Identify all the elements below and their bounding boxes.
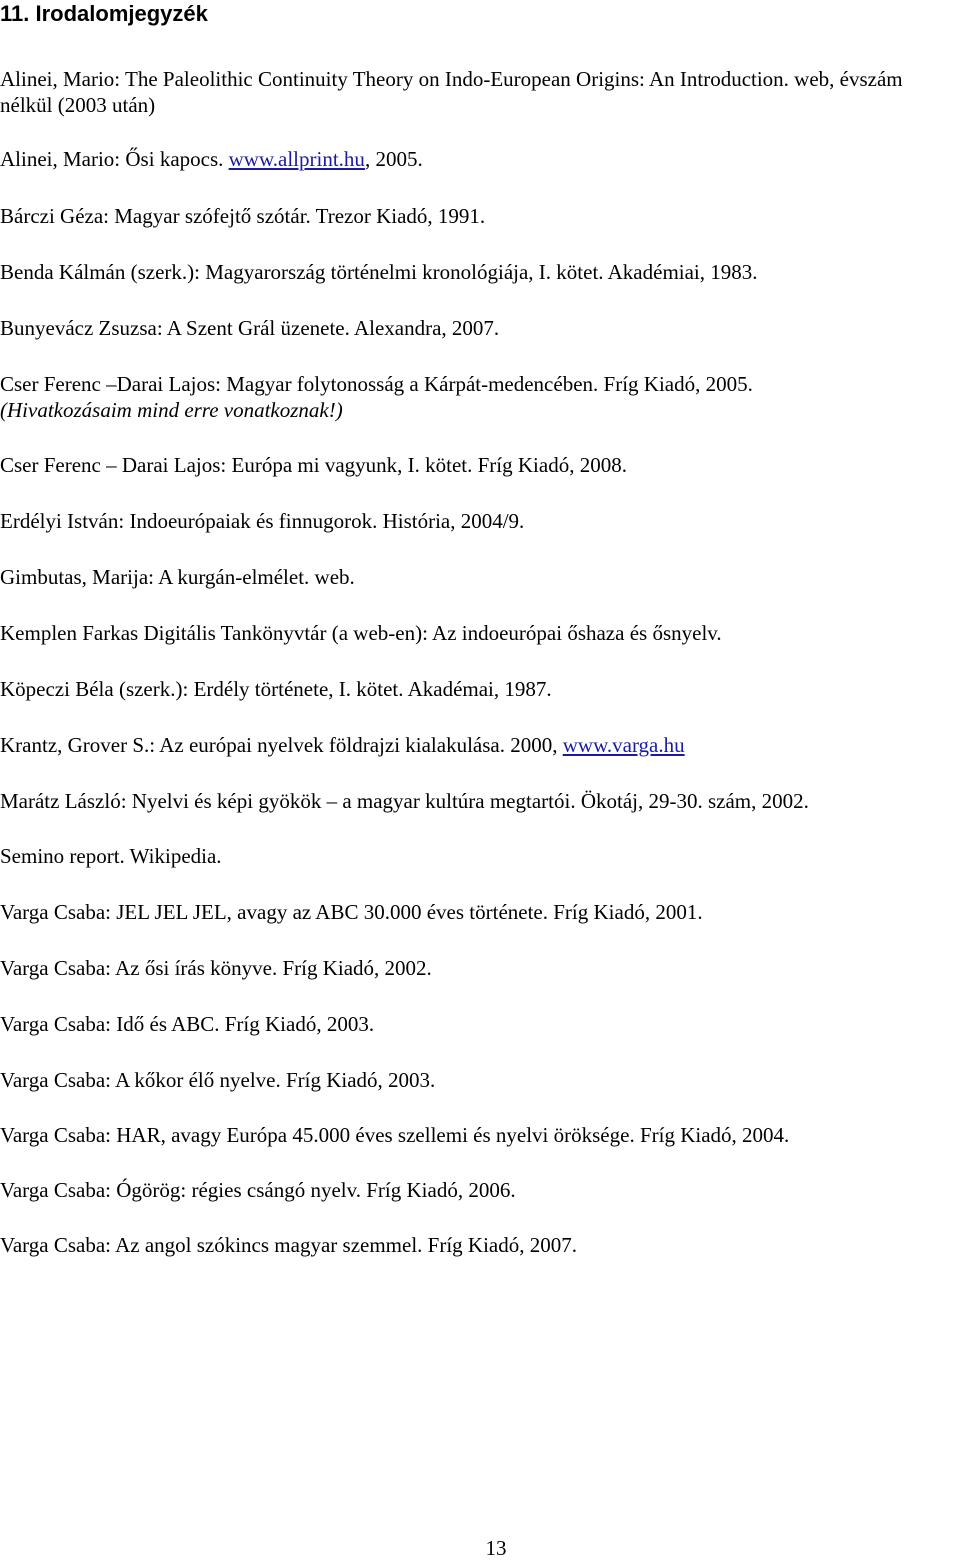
entry-text: , 2005. xyxy=(364,147,423,171)
bibliography-entry: Bárczi Géza: Magyar szófejtő szótár. Trezor Kiadó, 1991. xyxy=(0,204,486,228)
bibliography-entry: Kemplen Farkas Digitális Tankönyvtár (a web-en): Az indoeurópai őshaza és ősnyelv. xyxy=(0,621,722,645)
bibliography-entry: Varga Csaba: HAR, avagy Európa 45.000 éves szellemi és nyelvi öröksége. Fríg Kiadó, 2004. xyxy=(0,1123,790,1147)
bibliography-entry xyxy=(0,732,685,758)
bibliography-entry: Marátz László: Nyelvi és képi gyökök – a magyar kultúra megtartói. Ökotáj, 29-30. szám, 2002. xyxy=(0,789,809,813)
bibliography-heading: 11. Irodalomjegyzék xyxy=(0,1,208,26)
bibliography-entry: Semino report. Wikipedia. xyxy=(0,844,222,868)
varga-link[interactable]: www.varga.hu xyxy=(562,733,685,757)
bibliography-entry xyxy=(0,371,753,423)
entry-text: Alinei, Mario: Ősi kapocs. xyxy=(0,147,229,171)
bibliography-entry: Varga Csaba: JEL JEL JEL, avagy az ABC 30.000 éves története. Fríg Kiadó, 2001. xyxy=(0,900,703,924)
bibliography-entry: Benda Kálmán (szerk.): Magyarország történelmi kronológiája, I. kötet. Akadémiai, 1983. xyxy=(0,260,758,284)
page-number-text: 13 xyxy=(485,1536,507,1560)
entry-text: Cser Ferenc –Darai Lajos: Magyar folytonosság a Kárpát-medencében. Fríg Kiadó, 2005. xyxy=(0,372,753,396)
allprint-link[interactable]: www.allprint.hu xyxy=(228,147,365,171)
bibliography-entry: Cser Ferenc – Darai Lajos: Európa mi vagyunk, I. kötet. Fríg Kiadó, 2008. xyxy=(0,453,627,477)
bibliography-entry: Varga Csaba: Idő és ABC. Fríg Kiadó, 2003. xyxy=(0,1012,375,1036)
bibliography-entry: Gimbutas, Marija: A kurgán-elmélet. web. xyxy=(0,565,355,589)
bibliography-entry: Köpeczi Béla (szerk.): Erdély története, I. kötet. Akadémai, 1987. xyxy=(0,677,552,701)
entry-note: (Hivatkozásaim mind erre vonatkoznak!) xyxy=(0,398,343,422)
bibliography-entry: Varga Csaba: Az angol szókincs magyar szemmel. Fríg Kiadó, 2007. xyxy=(0,1233,577,1257)
bibliography-entry: Varga Csaba: Ógörög: régies csángó nyelv. Fríg Kiadó, 2006. xyxy=(0,1178,516,1202)
bibliography-entry: Alinei, Mario: The Paleolithic Continuity Theory on Indo-European Origins: An Introduction. web, évszám nélkül (2003 után) xyxy=(0,67,903,117)
bibliography-entry: Bunyevácz Zsuzsa: A Szent Grál üzenete. Alexandra, 2007. xyxy=(0,316,500,340)
entry-text: Krantz, Grover S.: Az európai nyelvek földrajzi kialakulása. 2000, xyxy=(0,733,563,757)
bibliography-entry: Erdélyi István: Indoeurópaiak és finnugorok. História, 2004/9. xyxy=(0,509,525,533)
bibliography-entry: Varga Csaba: Az ősi írás könyve. Fríg Kiadó, 2002. xyxy=(0,956,432,980)
page-number xyxy=(0,1535,960,1561)
bibliography-entry xyxy=(0,146,423,172)
bibliography-entry: Varga Csaba: A kőkor élő nyelve. Fríg Kiadó, 2003. xyxy=(0,1068,436,1092)
